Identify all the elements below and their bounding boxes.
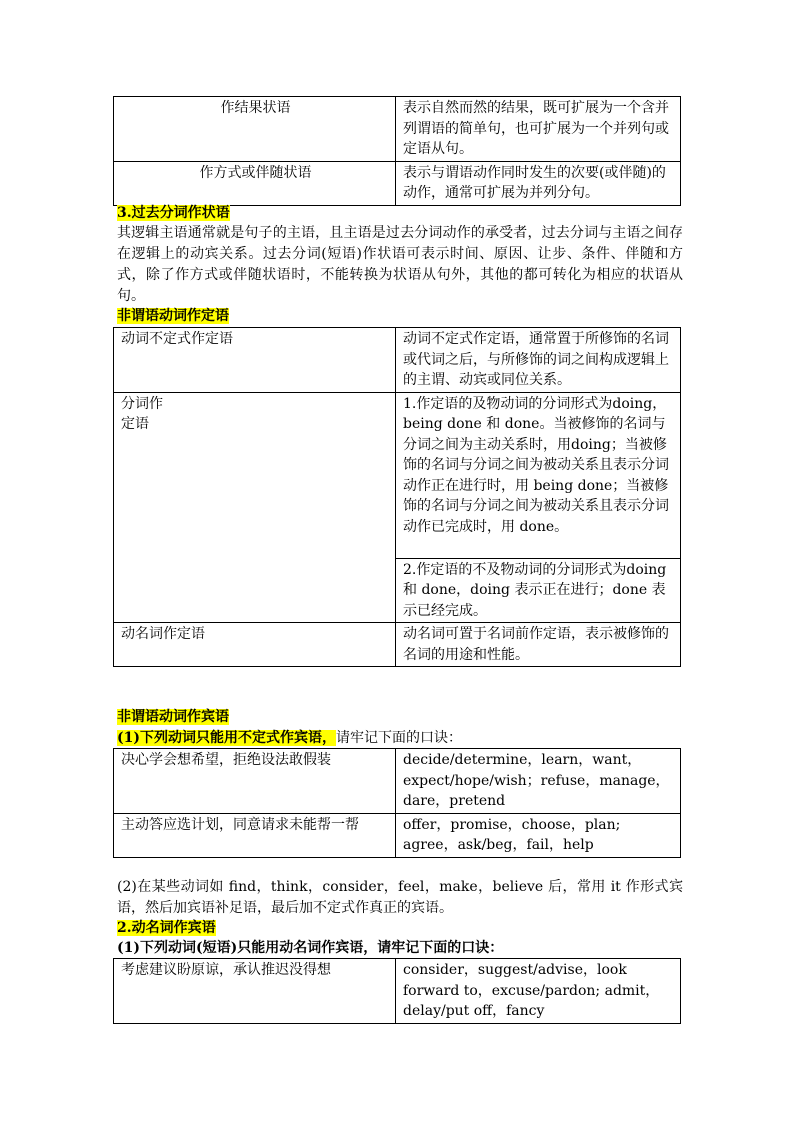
table-cell: 2.作定语的不及物动词的分词形式为doing 和 done，doing 表示正在进行；done 表示已经完成。 — [396, 558, 681, 623]
heading-text: 非谓语动词作宾语 — [117, 709, 229, 725]
table-cell: 动名词作定语 — [114, 623, 396, 667]
subheading: (1)下列动词(短语)只能用动名词作宾语，请牢记下面的口诀： — [117, 940, 504, 956]
section-heading — [117, 707, 229, 727]
table-cell: 1.作定语的及物动词的分词形式为doing，being done 和 done。当被修饰的名词与分词之间为主动关系时，用doing；当被修饰的名词与分词之间为被动关系且表示分词动作正在进行时，用 being done；当被修饰的名词与分词之间为被动关系且表示分词动作已完成时，用 done。 — [396, 392, 681, 558]
section-heading — [117, 918, 216, 938]
table-cell: offer，promise，choose，plan; agree，ask/beg，fail，help — [396, 813, 681, 857]
table-cell: consider，suggest/advise，look forward to，excuse/pardon; admit，delay/put off，fancy — [396, 959, 681, 1024]
paragraph: (2)在某些动词如 find，think，consider，feel，make，believe 后，常用 it 作形式宾语，然后加宾语补足语，最后加不定式作真正的宾语。 — [117, 879, 683, 916]
table-row — [114, 97, 681, 162]
heading-text: 非谓语动词作定语 — [117, 308, 229, 324]
heading-text: 3.过去分词作状语 — [117, 205, 230, 221]
paragraph: 其逻辑主语通常就是句子的主语，且主语是过去分词动作的承受者，过去分词与主语之间存在逻辑上的动宾关系。过去分词(短语)作状语可表示时间、原因、让步、条件、伴随和方式，除了作方式或伴随状语时，不能转换为状语从句外，其他的都可转化为相应的状语从句。 — [117, 225, 683, 304]
table-row — [114, 623, 681, 667]
table-row — [114, 959, 681, 1024]
table-cell: 作结果状语 — [114, 97, 396, 162]
heading-text: 2.动名词作宾语 — [117, 920, 216, 936]
section-heading — [117, 203, 230, 223]
table-cell: 决心学会想希望，拒绝设法敢假装 — [114, 749, 396, 814]
infinitive-object-table — [113, 748, 681, 858]
adverbial-table — [113, 96, 681, 206]
table-row — [114, 813, 681, 857]
highlighted-text: (1)下列动词只能用不定式作宾语， — [117, 730, 336, 746]
subheading-rest: 请牢记下面的口诀： — [336, 730, 462, 746]
table-row — [114, 392, 681, 558]
table-row — [114, 161, 681, 205]
table-cell — [114, 392, 396, 623]
table-cell: decide/determine，learn，want，expect/hope/wish；refuse，manage，dare，pretend — [396, 749, 681, 814]
attributive-table — [113, 327, 681, 667]
table-cell: 考虑建议盼原谅，承认推迟没得想 — [114, 959, 396, 1024]
table-cell: 表示与谓语动作同时发生的次要(或伴随)的动作，通常可扩展为并列分句。 — [396, 161, 681, 205]
table-cell: 主动答应选计划，同意请求未能帮一帮 — [114, 813, 396, 857]
subheading — [117, 728, 462, 748]
table-row — [114, 328, 681, 393]
cell-line: 定语 — [121, 416, 149, 432]
table-cell: 表示自然而然的结果，既可扩展为一个含并列谓语的简单句，也可扩展为一个并列句或定语从句。 — [396, 97, 681, 162]
cell-line: 分词作 — [121, 395, 163, 412]
gerund-object-table — [113, 958, 681, 1024]
section-heading — [117, 306, 229, 326]
table-cell: 动词不定式作定语，通常置于所修饰的名词或代词之后，与所修饰的词之间构成逻辑上的主谓、动宾或同位关系。 — [396, 328, 681, 393]
table-row — [114, 749, 681, 814]
table-cell: 动词不定式作定语 — [114, 328, 396, 393]
table-cell: 动名词可置于名词前作定语，表示被修饰的名词的用途和性能。 — [396, 623, 681, 667]
table-cell: 作方式或伴随状语 — [114, 161, 396, 205]
